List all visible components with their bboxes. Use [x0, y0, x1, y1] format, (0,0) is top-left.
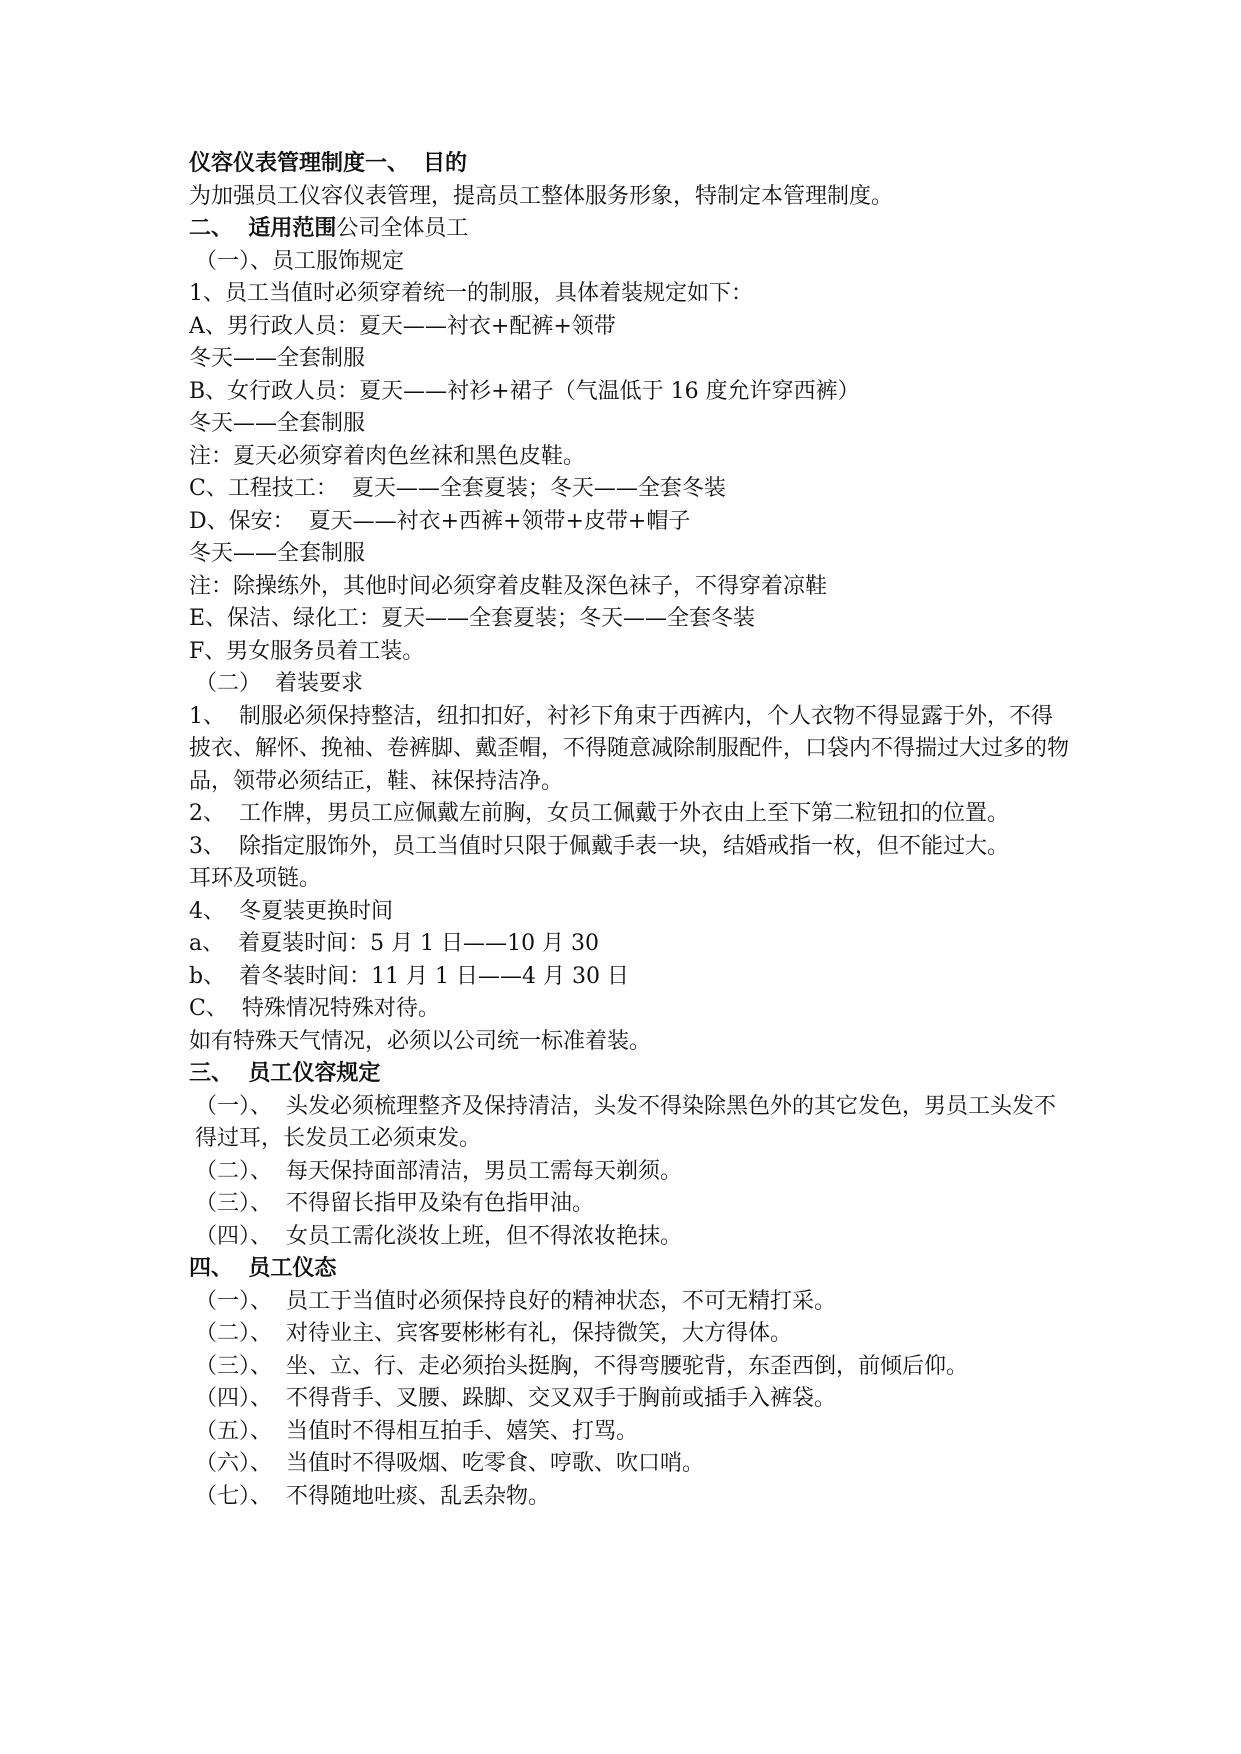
- dress-note-2: 注：除操练外，其他时间必须穿着皮鞋及深色袜子，不得穿着凉鞋: [189, 573, 828, 599]
- dress-rule-d-winter: 冬天——全套制服: [189, 541, 366, 566]
- section-heading-demeanor: 四、 员工仪态: [189, 1256, 337, 1281]
- dress-rule-b-winter: 冬天——全套制服: [189, 411, 366, 436]
- demeanor-rule-4: （四）、 不得背手、叉腰、跺脚、交叉双手于胸前或插手入裤袋。: [195, 1386, 836, 1411]
- demeanor-rule-3: （三）、 坐、立、行、走必须抬头挺胸，不得弯腰驼背，东歪西倒，前倾后仰。: [195, 1353, 968, 1379]
- appearance-rule-3: （三）、 不得留长指甲及染有色指甲油。: [195, 1191, 594, 1216]
- demeanor-rule-1: （一）、 员工于当值时必须保持良好的精神状态，不可无精打采。: [195, 1288, 836, 1314]
- wear-rule-4a: a、 着夏装时间：5 月 1 日——10 月 30: [189, 931, 600, 956]
- wear-rule-1: 1、 制服必须保持整洁，纽扣扣好，衬衫下角束于西裤内，个人衣物不得显露于外，不得披衣、解怀、挽袖、卷裤脚、戴歪帽，不得随意减除制服配件，口袋内不得揣过大过多的物品，领带必须结正，鞋、袜保持洁净。: [189, 703, 1070, 794]
- dress-note-1: 注：夏天必须穿着肉色丝袜和黑色皮鞋。: [189, 443, 586, 469]
- dress-rule-f: F、男女服务员着工装。: [189, 638, 425, 664]
- dress-rule-d: D、保安： 夏天——衬衣+西裤+领带+皮带+帽子: [189, 508, 691, 534]
- section-heading-appearance: 三、 员工仪容规定: [189, 1061, 381, 1086]
- appearance-rule-2: （二）、 每天保持面部清洁，男员工需每天剃须。: [195, 1158, 682, 1184]
- dress-rule-1: 1、员工当值时必须穿着统一的制服，具体着装规定如下：: [189, 281, 753, 306]
- wear-rule-2: 2、 工作牌，男员工应佩戴左前胸，女员工佩戴于外衣由上至下第二粒钮扣的位置。: [189, 801, 1009, 826]
- section-heading-purpose: 目的: [423, 151, 468, 176]
- scope-text: 公司全体员工: [336, 216, 469, 241]
- subsection-wear-title: （二） 着装要求: [195, 671, 363, 696]
- purpose-text: 为加强员工仪容仪表管理，提高员工整体服务形象，特制定本管理制度。: [189, 183, 894, 209]
- appearance-rule-4: （四）、 女员工需化淡妆上班，但不得浓妆艳抹。: [195, 1223, 682, 1249]
- wear-special-note: 如有特殊天气情况，必须以公司统一标准着装。: [189, 1028, 652, 1054]
- section-heading-scope: 二、 适用范围: [189, 216, 337, 241]
- dress-rule-b: B、女行政人员：夏天——衬衫+裙子（气温低于 16 度允许穿西裤）: [189, 378, 860, 404]
- document-title: 仪容仪表管理制度一、: [189, 151, 410, 176]
- wear-rule-4b: b、 着冬装时间：11 月 1 日——4 月 30 日: [189, 963, 630, 989]
- wear-rule-4: 4、 冬夏装更换时间: [189, 898, 393, 924]
- wear-rule-3-continued: 耳环及项链。: [189, 866, 322, 891]
- demeanor-rule-5: （五）、 当值时不得相互拍手、嬉笑、打骂。: [195, 1418, 638, 1444]
- dress-rule-e: E、保洁、绿化工：夏天——全套夏装；冬天——全套冬装: [189, 606, 756, 631]
- dress-rule-c: C、工程技工： 夏天——全套夏装；冬天——全套冬装: [189, 476, 726, 501]
- scope-line: [189, 213, 1069, 246]
- dress-rule-a: A、男行政人员：夏天——衬衣+配裤+领带: [189, 313, 616, 339]
- demeanor-rule-7: （七）、 不得随地吐痰、乱丢杂物。: [195, 1483, 550, 1509]
- demeanor-rule-6: （六）、 当值时不得吸烟、吃零食、哼歌、吹口哨。: [195, 1451, 704, 1476]
- demeanor-rule-2: （二）、 对待业主、宾客要彬彬有礼，保持微笑，大方得体。: [195, 1321, 792, 1346]
- document-page: [189, 148, 1069, 1513]
- wear-rule-4c: C、 特殊情况特殊对待。: [189, 996, 440, 1021]
- subsection-dress-title: （一）、员工服饰规定: [195, 248, 405, 274]
- title-line: [189, 148, 1069, 181]
- appearance-rule-1: （一）、 头发必须梳理整齐及保持清洁，头发不得染除黑色外的其它发色，男员工头发不得过耳，长发员工必须束发。: [195, 1093, 1056, 1151]
- wear-rule-3: 3、 除指定服饰外，员工当值时只限于佩戴手表一块，结婚戒指一枚，但不能过大。: [189, 833, 1009, 859]
- dress-rule-a-winter: 冬天——全套制服: [189, 346, 366, 371]
